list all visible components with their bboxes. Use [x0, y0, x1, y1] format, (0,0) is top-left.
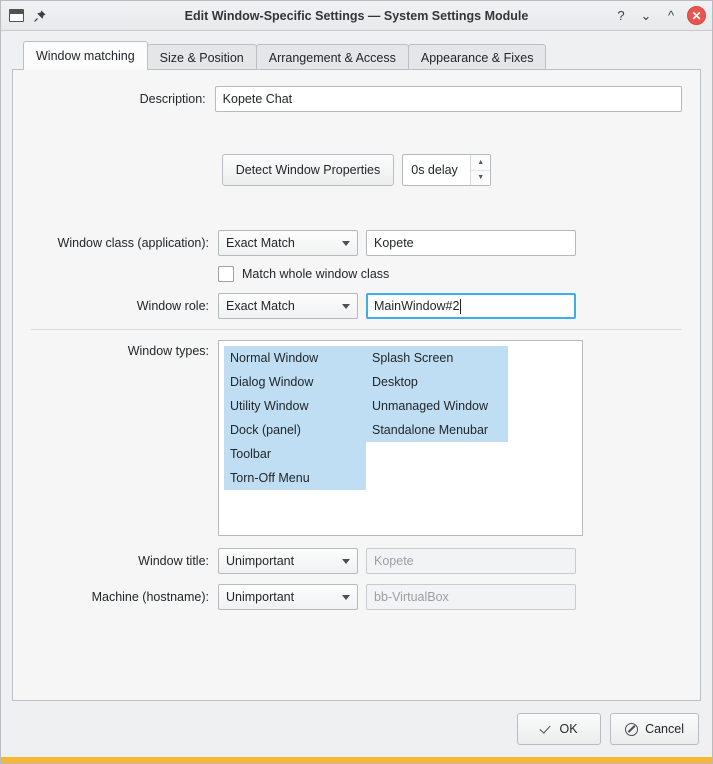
machine-input: [366, 584, 576, 610]
window-title-input: [366, 548, 576, 574]
window-class-input[interactable]: [366, 230, 576, 256]
machine-input-value: bb-VirtualBox: [374, 590, 449, 604]
window-role-label: Window role:: [136, 299, 209, 313]
check-icon: [541, 723, 553, 735]
window-role-match-combo[interactable]: [218, 293, 358, 319]
detect-delay-spinbox[interactable]: [402, 154, 491, 186]
maximize-button[interactable]: ^: [667, 8, 675, 23]
window-class-match-combo[interactable]: [218, 230, 358, 256]
chevron-down-icon: [342, 559, 350, 564]
cancel-button[interactable]: [610, 713, 699, 745]
titlebar-right-buttons: [612, 6, 706, 25]
list-item[interactable]: Torn-Off Menu: [224, 466, 366, 490]
minimize-button[interactable]: ⌄: [640, 7, 652, 23]
window-title-match-value: Unimportant: [226, 554, 295, 568]
titlebar: [1, 1, 712, 31]
list-item[interactable]: Dialog Window: [224, 370, 366, 394]
window-title-input-value: Kopete: [374, 554, 414, 568]
window-types-row: [31, 340, 682, 536]
window-role-match-value: Exact Match: [226, 299, 295, 313]
window-title-label: Window title:: [138, 554, 209, 568]
list-item[interactable]: Standalone Menubar: [366, 418, 508, 442]
ok-button-label: OK: [559, 722, 578, 736]
list-item[interactable]: Toolbar: [224, 442, 366, 466]
match-whole-class-checkbox[interactable]: [218, 266, 234, 282]
window-icon[interactable]: [7, 7, 25, 25]
accent-strip: [1, 757, 712, 763]
close-button[interactable]: ✕: [687, 6, 706, 25]
chevron-down-icon: [342, 304, 350, 309]
machine-match-combo[interactable]: [218, 584, 358, 610]
ok-button[interactable]: [517, 713, 601, 745]
window-types-column-1: [224, 346, 366, 490]
spinbox-down-icon[interactable]: ▼: [477, 174, 485, 182]
tab-appearance-fixes[interactable]: Appearance & Fixes: [408, 44, 547, 71]
list-item[interactable]: Splash Screen: [366, 346, 508, 370]
list-item[interactable]: Normal Window: [224, 346, 366, 370]
detect-delay-value: 0s delay: [411, 163, 458, 177]
tab-arrangement-access[interactable]: Arrangement & Access: [256, 44, 409, 71]
titlebar-left-buttons: [7, 7, 49, 25]
window-role-input-value: MainWindow#2: [374, 299, 460, 313]
window-title-row: [31, 548, 682, 574]
chevron-down-icon: [342, 241, 350, 246]
dialog-footer: [1, 701, 712, 757]
cancel-icon: [625, 723, 638, 736]
machine-label: Machine (hostname):: [91, 590, 209, 604]
detect-row: [31, 154, 682, 186]
description-input[interactable]: [215, 86, 682, 112]
list-item[interactable]: Dock (panel): [224, 418, 366, 442]
window-types-label: Window types:: [127, 344, 209, 358]
description-row: [31, 86, 682, 112]
dialog-content: [1, 31, 712, 701]
window-role-input[interactable]: [366, 293, 576, 319]
match-whole-class-row[interactable]: [218, 266, 682, 282]
window-role-row: [31, 293, 682, 319]
window-class-row: [31, 230, 682, 256]
window-types-column-2: [366, 346, 508, 490]
spinbox-up-icon[interactable]: ▲: [471, 155, 490, 171]
list-item[interactable]: Desktop: [366, 370, 508, 394]
pin-icon[interactable]: [31, 7, 49, 25]
window-class-match-value: Exact Match: [226, 236, 295, 250]
window-title-match-combo[interactable]: [218, 548, 358, 574]
window-title: Edit Window-Specific Settings — System Settings Module: [184, 8, 529, 23]
detect-window-properties-button[interactable]: Detect Window Properties: [222, 154, 395, 186]
match-whole-class-label: Match whole window class: [242, 267, 390, 281]
window-class-label: Window class (application):: [57, 236, 209, 250]
list-item[interactable]: Utility Window: [224, 394, 366, 418]
machine-match-value: Unimportant: [226, 590, 295, 604]
spinbox-arrows[interactable]: [470, 155, 490, 185]
window-types-list[interactable]: [218, 340, 583, 536]
window-matching-panel: [12, 69, 701, 701]
machine-row: [31, 584, 682, 610]
chevron-down-icon: [342, 595, 350, 600]
list-item[interactable]: Unmanaged Window: [366, 394, 508, 418]
separator: [31, 329, 682, 330]
help-button[interactable]: ?: [617, 8, 625, 23]
tab-size-position[interactable]: Size & Position: [147, 44, 257, 71]
cancel-button-label: Cancel: [645, 722, 684, 736]
tab-bar: [12, 42, 701, 70]
description-label: Description:: [139, 92, 206, 106]
tab-window-matching[interactable]: Window matching: [23, 41, 148, 70]
